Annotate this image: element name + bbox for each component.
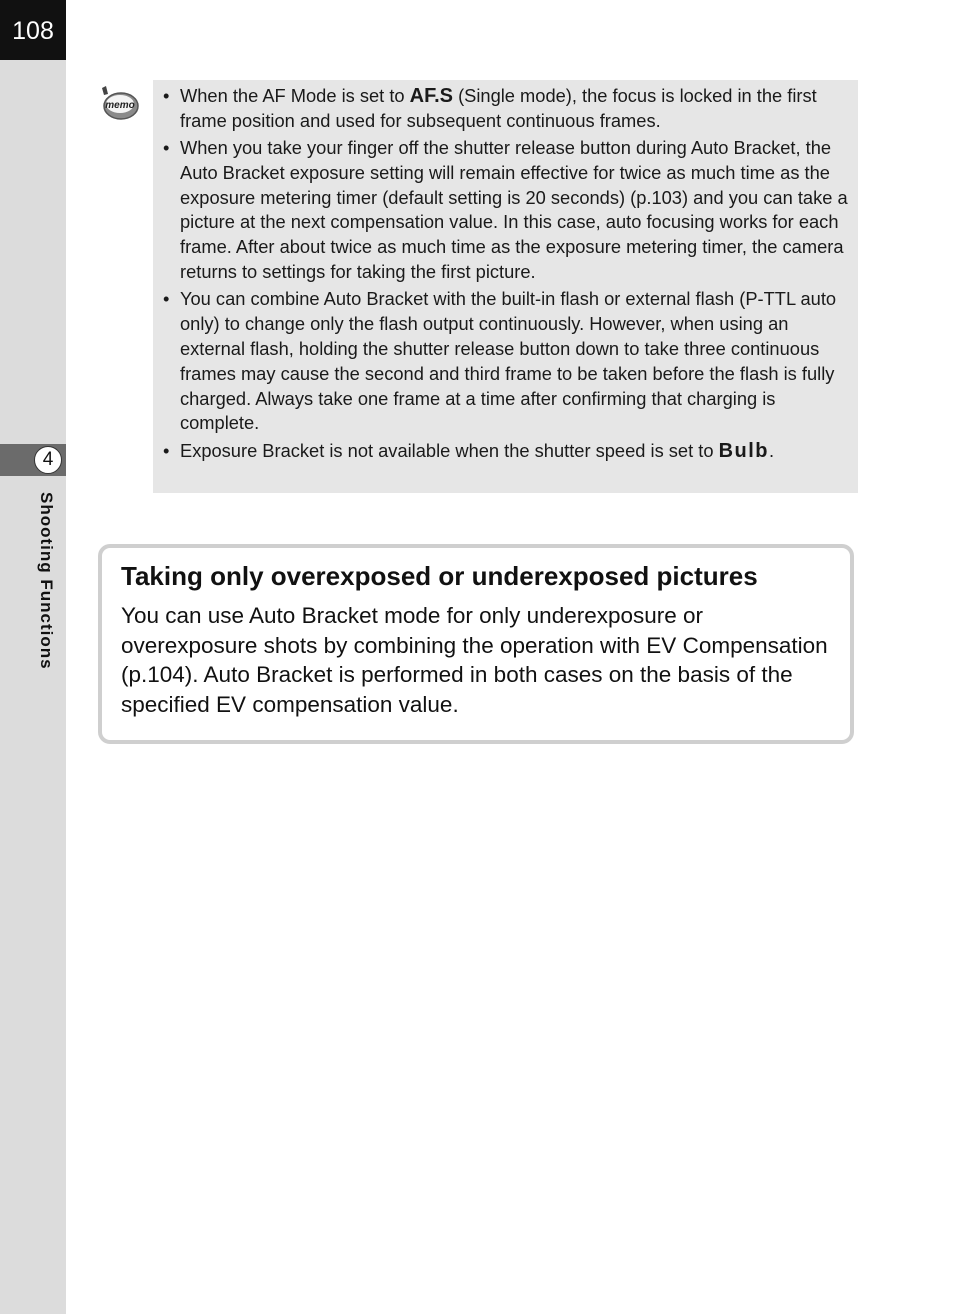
memo-item bbox=[163, 84, 848, 134]
memo-item bbox=[163, 439, 848, 464]
side-strip bbox=[0, 0, 66, 1314]
bulb-term: Bulb bbox=[718, 439, 770, 462]
chapter-number: 4 bbox=[34, 446, 62, 474]
memo-item bbox=[163, 287, 848, 436]
memo-item-text: You can combine Auto Bracket with the built-in flash or external flash (P-TTL auto only) to change only the flash output continuously. However, when using an external flash, holding the shutter release button down to take three continuous frames may cause the second and third frame to be taken before the flash is fully charged. Always take one frame at a time after confirming that charging is complete. bbox=[180, 288, 837, 434]
page-number: 108 bbox=[0, 0, 66, 60]
chapter-title: Shooting Functions bbox=[37, 492, 56, 670]
memo-box bbox=[153, 80, 858, 493]
memo-item-text: Exposure Bracket is not available when the shutter speed is set to bbox=[180, 439, 719, 461]
memo-icon-label: memo bbox=[105, 100, 135, 111]
af-s-term: AF.S bbox=[409, 85, 453, 107]
section-body: You can use Auto Bracket mode for only underexposure or overexposure shots by combining the operation with EV Compensation (p.104). Auto Bracket is performed in both cases on the basis of the specified EV compensation value. bbox=[121, 603, 828, 717]
memo-item-text: When you take your finger off the shutter release button during Auto Bracket, the Auto Bracket exposure setting will remain effective for twice as much time as the exposure metering timer (default setting is 20 seconds) (p.103) and you can take a picture at the next compensation value. In this case, auto focusing works for each frame. After about twice as much time as the exposure metering timer, the camera returns to settings for taking the first picture. bbox=[180, 137, 848, 283]
memo-item bbox=[163, 136, 848, 285]
memo-icon bbox=[98, 84, 140, 124]
section-title: Taking only overexposed or underexposed pictures bbox=[121, 561, 758, 591]
memo-item-text: When the AF Mode is set to bbox=[180, 85, 410, 106]
memo-item-text: . bbox=[769, 439, 775, 461]
memo-list bbox=[163, 84, 848, 463]
info-box bbox=[98, 544, 854, 744]
memo-item-text: (Single mode), the focus is locked in the first frame position and used for subsequent continuous frames. bbox=[180, 85, 817, 131]
